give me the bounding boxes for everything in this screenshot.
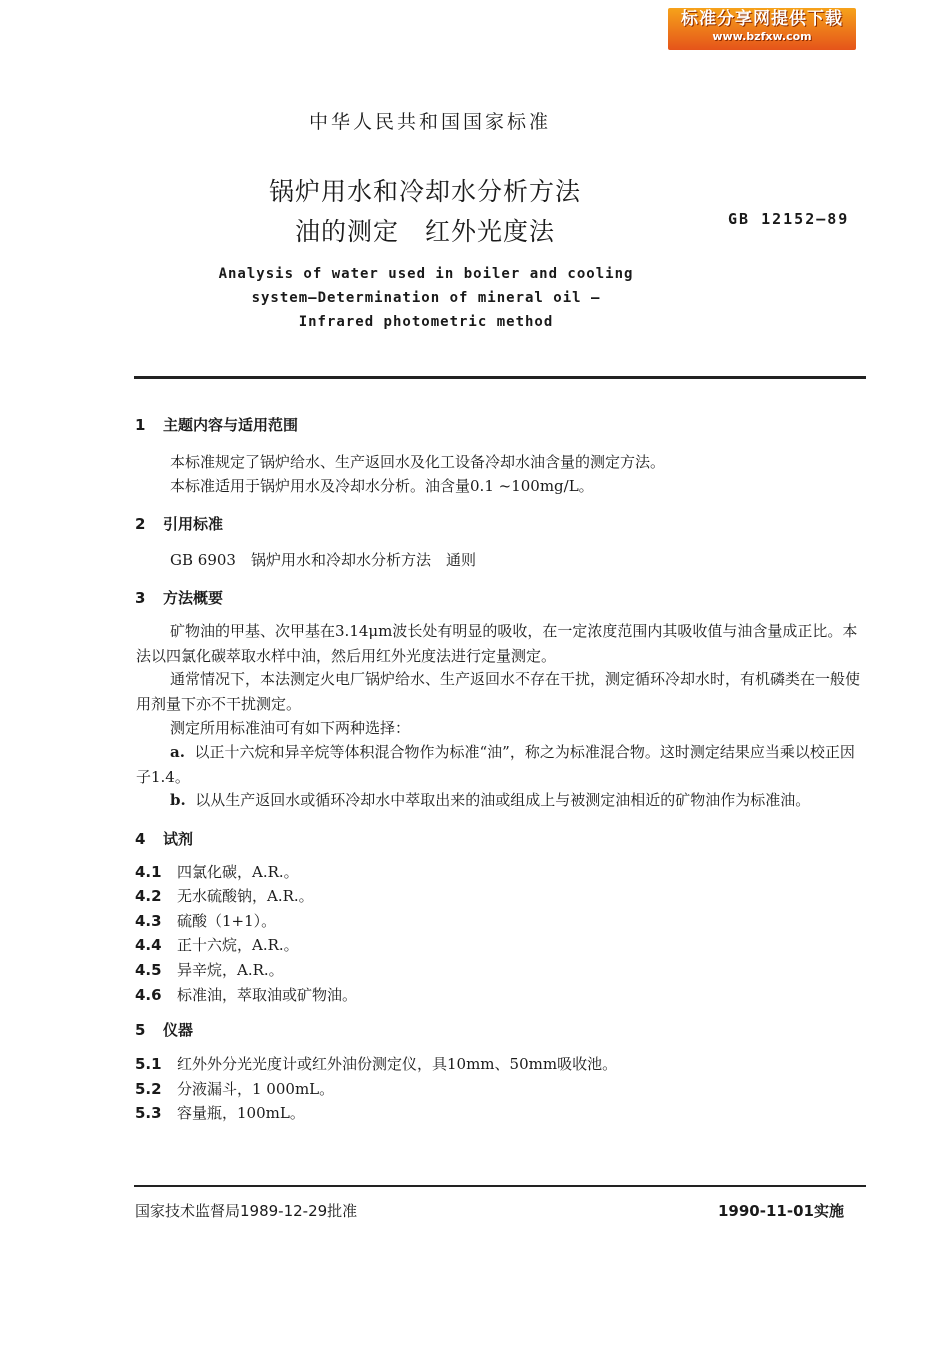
list-item <box>135 861 299 882</box>
item-number: 4.6 <box>135 986 162 1004</box>
item-number: 4.1 <box>135 863 162 881</box>
item-number: 4.4 <box>135 936 162 954</box>
list-item <box>135 934 299 955</box>
section-3-option-b <box>136 788 866 813</box>
item-number: 5.1 <box>135 1055 162 1073</box>
header-divider <box>134 376 866 379</box>
item-text: 容量瓶，100mL。 <box>177 1104 305 1122</box>
footer-divider <box>134 1185 866 1187</box>
item-text: 无水硫酸钠，A.R.。 <box>177 887 314 905</box>
english-title-line-2: system—Determination of mineral oil — <box>251 290 601 306</box>
item-text: 四氯化碳，A.R.。 <box>177 863 299 881</box>
list-item <box>135 1102 305 1123</box>
approval-date: 国家技术监督局1989-12-29批准 <box>135 1202 358 1220</box>
option-label: a. <box>170 743 185 761</box>
option-text: 以正十六烷和异辛烷等体积混合物作为标准“油”，称之为标准混合物。这时测定结果应当乘以校正因子1.4。 <box>136 743 855 786</box>
section-2-heading <box>135 513 223 534</box>
item-number: 4.5 <box>135 961 162 979</box>
section-4-heading <box>135 828 193 849</box>
english-title-line-1: Analysis of water used in boiler and cooling <box>218 266 634 282</box>
option-text: 以从生产返回水或循环冷却水中萃取出来的油或组成上与被测定油相近的矿物油作为标准油。 <box>195 791 811 809</box>
watermark-url: www.bzfxw.com <box>712 30 812 43</box>
section-title: 试剂 <box>163 830 194 848</box>
item-number: 5.3 <box>135 1104 162 1122</box>
english-title-line-3: Infrared photometric method <box>298 314 554 330</box>
effective-date: 1990-11-01实施 <box>718 1202 844 1220</box>
section-5-heading <box>135 1019 193 1040</box>
item-number: 4.3 <box>135 912 162 930</box>
watermark-logo <box>668 8 856 50</box>
section-number: 4 <box>135 830 146 848</box>
section-2-reference: GB 6903 锅炉用水和冷却水分析方法 通则 <box>170 551 476 569</box>
section-3-option-a <box>136 740 866 790</box>
item-text: 分液漏斗，1 000mL。 <box>177 1080 335 1098</box>
item-text: 标准油，萃取油或矿物油。 <box>177 986 358 1004</box>
section-number: 1 <box>135 416 146 434</box>
section-3-heading <box>135 587 223 608</box>
option-label: b. <box>170 791 186 809</box>
list-item <box>135 885 314 906</box>
list-item <box>135 959 284 980</box>
item-text: 红外外分光光度计或红外油份测定仪，具10mm、50mm吸收池。 <box>177 1055 618 1073</box>
section-number: 5 <box>135 1021 146 1039</box>
section-3-paragraph-2: 通常情况下，本法测定火电厂锅炉给水、生产返回水不存在干扰，测定循环冷却水时，有机磷类在一般使用剂量下亦不干扰测定。 <box>136 670 861 713</box>
title-line-2: 油的测定 红外光度法 <box>294 217 555 246</box>
item-text: 硫酸（1+1）。 <box>177 912 277 930</box>
item-number: 4.2 <box>135 887 162 905</box>
section-title: 主题内容与适用范围 <box>163 416 299 434</box>
section-1-paragraph-2: 本标准适用于锅炉用水及冷却水分析。油含量0.1 ~100mg/L。 <box>170 477 594 495</box>
item-text: 正十六烷，A.R.。 <box>177 936 299 954</box>
section-1-heading <box>135 414 298 435</box>
section-title: 仪器 <box>163 1021 194 1039</box>
item-text: 异辛烷，A.R.。 <box>177 961 284 979</box>
national-standard-heading: 中华人民共和国国家标准 <box>308 111 551 133</box>
watermark-title: 标准分享网提供下载 <box>681 9 843 29</box>
section-title: 方法概要 <box>163 589 224 607</box>
section-3-paragraph-1: 矿物油的甲基、次甲基在3.14μm波长处有明显的吸收，在一定浓度范围内其吸收值与油含量成正比。本法以四氯化碳萃取水样中油，然后用红外光度法进行定量测定。 <box>136 622 858 665</box>
title-line-1: 锅炉用水和冷却水分析方法 <box>268 177 581 206</box>
list-item <box>135 1053 617 1074</box>
section-title: 引用标准 <box>163 515 224 533</box>
section-number: 3 <box>135 589 146 607</box>
section-number: 2 <box>135 515 146 533</box>
list-item <box>135 910 276 931</box>
standard-number: GB 12152—89 <box>728 210 850 228</box>
section-1-paragraph-1: 本标准规定了锅炉给水、生产返回水及化工设备冷却水油含量的测定方法。 <box>170 453 666 471</box>
item-number: 5.2 <box>135 1080 162 1098</box>
list-item <box>135 1078 334 1099</box>
section-3-paragraph-3: 测定所用标准油可有如下两种选择： <box>170 719 411 737</box>
list-item <box>135 984 357 1005</box>
